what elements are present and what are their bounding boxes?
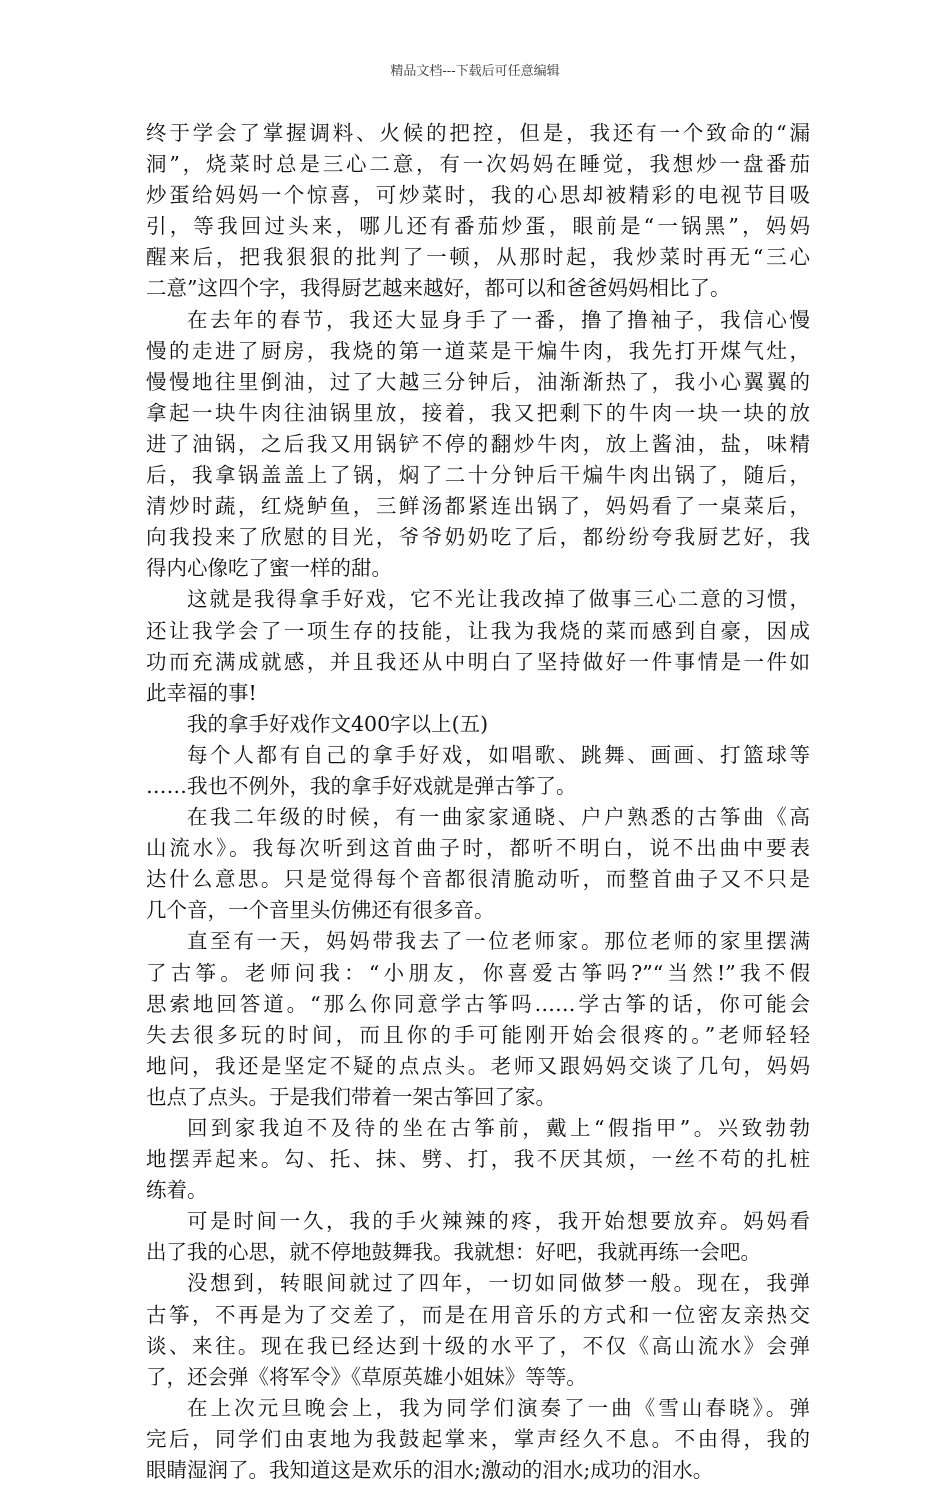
text-line: 清炒时蔬，红烧鲈鱼，三鲜汤都紧连出锅了，妈妈看了一桌菜后， [146, 494, 810, 519]
text-line: 引，等我回过头来，哪儿还有番茄炒蛋，眼前是“一锅黑”，妈妈 [146, 214, 810, 239]
text-line: 在去年的春节，我还大显身手了一番，撸了撸袖子，我信心慢 [187, 307, 810, 332]
text-line: 可是时间一久，我的手火辣辣的疼，我开始想要放弃。妈妈看 [187, 1209, 810, 1234]
paragraph [146, 926, 810, 1113]
text-line: 谈、来往。现在我已经达到十级的水平了，不仅《高山流水》会弹 [146, 1333, 810, 1358]
paragraph [146, 118, 810, 305]
text-line: 还让我学会了一项生存的技能，让我为我烧的菜而感到自豪，因成 [146, 618, 810, 643]
text-line: 练着。 [146, 1178, 208, 1203]
text-line: 几个音，一个音里头仿佛还有很多音。 [146, 898, 495, 923]
text-line: 慢慢地往里倒油，过了大越三分钟后，油渐渐热了，我小心翼翼的 [146, 369, 810, 394]
text-line: 功而充满成就感，并且我还从中明白了坚持做好一件事情是一件如 [146, 649, 810, 674]
document-body [146, 118, 810, 1486]
text-line: 洞”，烧菜时总是三心二意，有一次妈妈在睡觉，我想炒一盘番茄 [146, 152, 810, 177]
paragraph [146, 1268, 810, 1392]
text-line: 出了我的心思，就不停地鼓舞我。我就想：好吧，我就再练一会吧。 [146, 1240, 761, 1265]
text-line: 终于学会了掌握调料、火候的把控，但是，我还有一个致命的“漏 [146, 121, 810, 145]
text-line: 没想到，转眼间就过了四年，一切如同做梦一般。现在，我弹 [187, 1271, 810, 1296]
text-line: 地问，我还是坚定不疑的点点头。老师又跟妈妈交谈了几句，妈妈 [146, 1053, 810, 1078]
text-line: 了古筝。老师问我：“小朋友，你喜爱古筝吗?”“当然!”我不假 [146, 960, 810, 985]
page-header: 精品文档---下载后可任意编辑 [390, 64, 560, 79]
paragraph [146, 1393, 810, 1486]
text-line: 山流水》。我每次听到这首曲子时，都听不明白，说不出曲中要表 [146, 836, 810, 861]
paragraph [146, 802, 810, 926]
paragraph [146, 1113, 810, 1206]
paragraph [146, 305, 810, 585]
text-line: 达什么意思。只是觉得每个音都很清脆动听，而整首曲子又不只是 [146, 867, 810, 892]
text-line: 完后，同学们由衷地为我鼓起掌来，掌声经久不息。不由得，我的 [146, 1426, 810, 1451]
text-line: 每个人都有自己的拿手好戏，如唱歌、跳舞、画画、打篮球等 [187, 742, 810, 767]
text-line: 也点了点头。于是我们带着一架古筝回了家。 [146, 1084, 556, 1109]
text-line: 炒蛋给妈妈一个惊喜，可炒菜时，我的心思却被精彩的电视节目吸 [146, 183, 810, 208]
text-line: ……我也不例外，我的拿手好戏就是弹古筝了。 [146, 773, 577, 798]
text-line: 醒来后，把我狠狠的批判了一顿，从那时起，我炒菜时再无“三心 [146, 245, 810, 270]
text-line: 地摆弄起来。勾、托、抹、劈、打，我不厌其烦，一丝不苟的扎桩 [146, 1147, 810, 1172]
text-line: 此幸福的事! [146, 680, 257, 705]
text-line: 向我投来了欣慰的目光，爷爷奶奶吃了后，都纷纷夸我厨艺好，我 [146, 525, 810, 550]
text-line: 后，我拿锅盖盖上了锅，焖了二十分钟后干煸牛肉出锅了，随后， [146, 463, 810, 488]
text-line: 得内心像吃了蜜一样的甜。 [146, 556, 392, 581]
text-line: 在上次元旦晚会上，我为同学们演奏了一曲《雪山春晓》。弹 [187, 1395, 810, 1420]
text-line: 二意”这四个字，我得厨艺越来越好，都可以和爸爸妈妈相比了。 [146, 276, 731, 301]
text-line: 我的拿手好戏作文400字以上(五) [187, 711, 489, 736]
text-line: 回到家我迫不及待的坐在古筝前，戴上“假指甲”。兴致勃勃 [187, 1116, 810, 1140]
text-line: 眼睛湿润了。我知道这是欢乐的泪水;激动的泪水;成功的泪水。 [146, 1458, 714, 1483]
text-line: 失去很多玩的时间，而且你的手可能刚开始会很疼的。”老师轻轻 [146, 1022, 810, 1047]
text-line: 思索地回答道。“那么你同意学古筝吗……学古筝的话，你可能会 [146, 991, 810, 1016]
text-line: 古筝，不再是为了交差了，而是在用音乐的方式和一位密友亲热交 [146, 1302, 810, 1327]
text-line: 进了油锅，之后我又用锅铲不停的翻炒牛肉，放上酱油，盐，味精 [146, 431, 810, 456]
text-line: 这就是我得拿手好戏，它不光让我改掉了做事三心二意的习惯， [187, 587, 810, 612]
paragraph [146, 1206, 810, 1268]
text-line: 慢的走进了厨房，我烧的第一道菜是干煸牛肉，我先打开煤气灶， [146, 338, 810, 363]
text-line: 了，还会弹《将军令》《草原英雄小姐妹》等等。 [146, 1364, 587, 1389]
paragraph [146, 584, 810, 708]
text-line: 在我二年级的时候，有一曲家家通晓、户户熟悉的古筝曲《高 [187, 805, 810, 830]
text-line: 直至有一天，妈妈带我去了一位老师家。那位老师的家里摆满 [187, 929, 810, 954]
paragraph [146, 740, 810, 802]
paragraph [146, 709, 810, 740]
text-line: 拿起一块牛肉往油锅里放，接着，我又把剩下的牛肉一块一块的放 [146, 400, 810, 425]
